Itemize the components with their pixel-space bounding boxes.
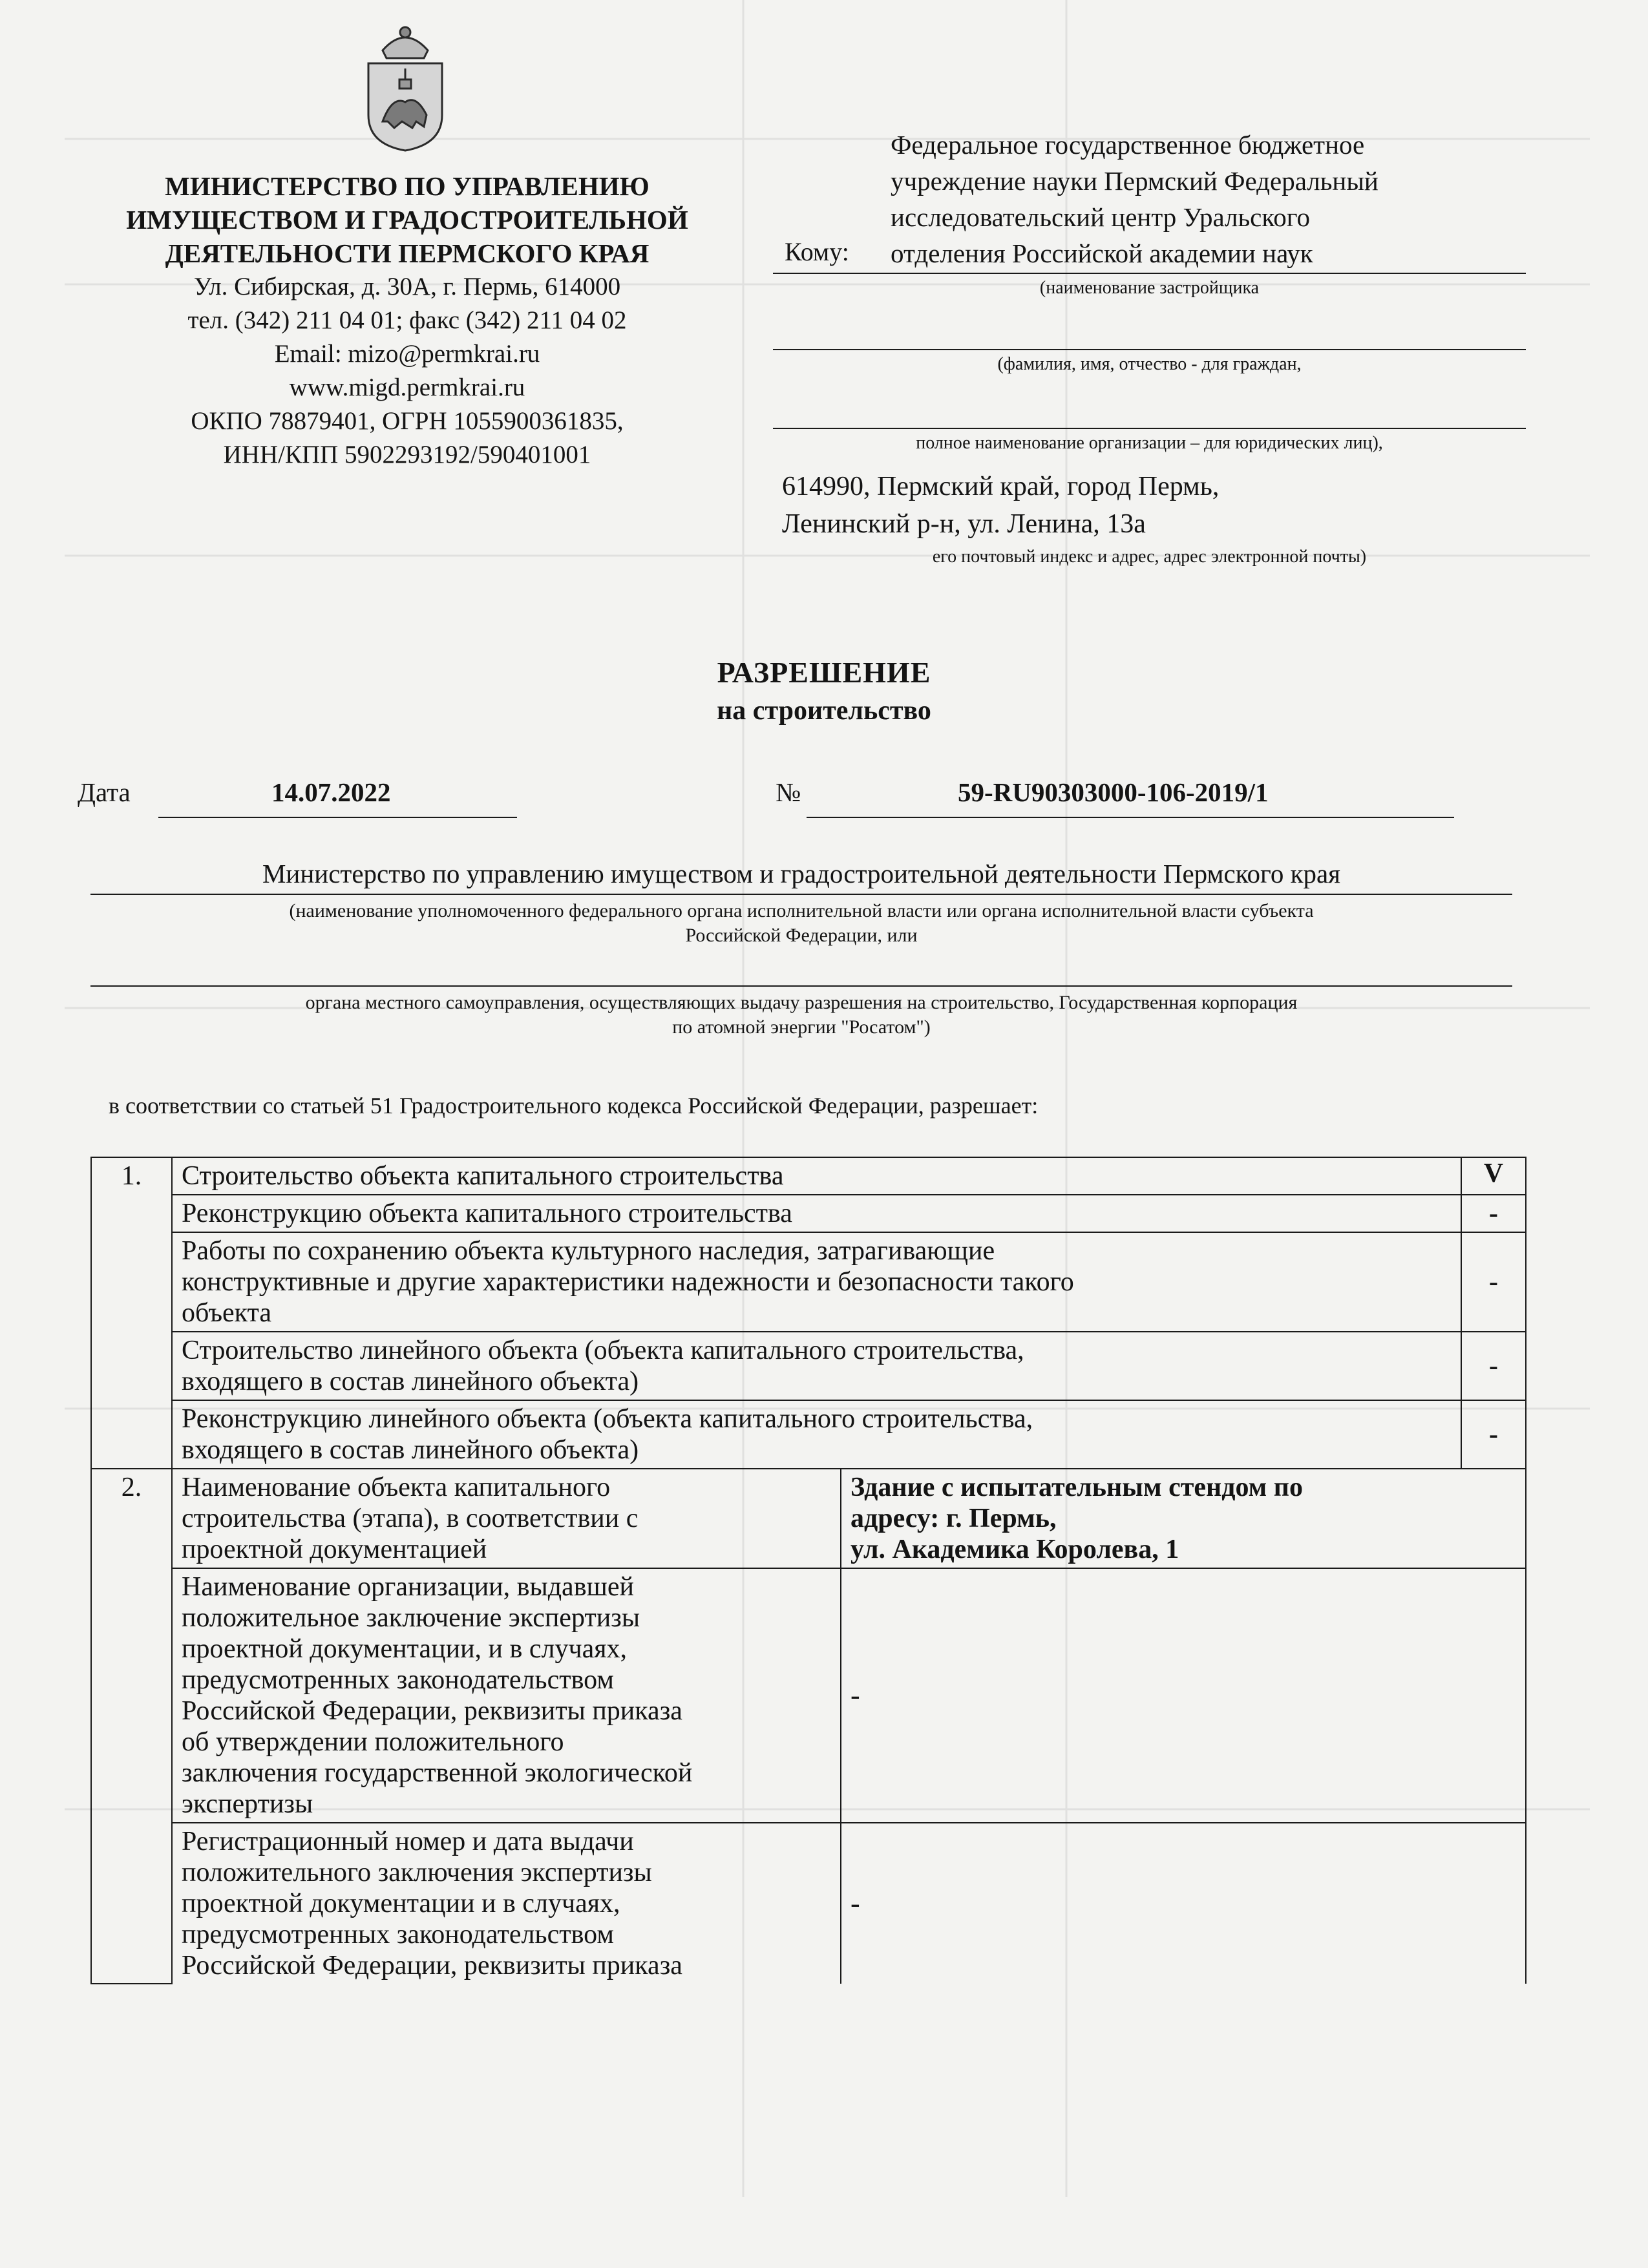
table-row (91, 1823, 1526, 1984)
address-line: 614990, Пермский край, город Пермь, (782, 472, 1220, 501)
option-mark: - (1461, 1195, 1526, 1232)
ministry-address: Ул. Сибирская, д. 30А, г. Пермь, 614000 (193, 273, 621, 300)
title-main: РАЗРЕШЕНИЕ (717, 656, 931, 689)
cell-line: адресу: г. Пермь, (850, 1504, 1057, 1533)
option-new-construction: Строительство объекта капитального строительства (172, 1157, 1461, 1195)
cell-line: входящего в состав линейного объекта) (182, 1435, 639, 1465)
ministry-okpo: ОКПО 78879401, ОГРН 1055900361835, (191, 407, 624, 435)
cell-line: Строительство линейного объекта (объекта капитального строительства, (182, 1336, 1024, 1365)
section-number: 2. (91, 1469, 172, 1984)
blank-line (90, 948, 1512, 983)
address-line: Ленинский р-н, ул. Ленина, 13а (782, 509, 1146, 539)
section-number: 1. (91, 1157, 172, 1469)
hint-developer-name: (наименование застройщика (1039, 278, 1260, 298)
table-row (91, 1332, 1526, 1400)
field-expertise-registration-label (172, 1823, 841, 1984)
cell-line: положительное заключение экспертизы (182, 1603, 640, 1633)
ministry-header (65, 169, 750, 472)
cell-line: Регистрационный номер и дата выдачи (182, 1827, 634, 1856)
field-expertise-org-value: - (841, 1568, 1526, 1823)
permit-table (90, 1157, 1527, 1984)
authority-caption: Российской Федерации, или (685, 925, 918, 946)
hint-postal-address: его почтовый индекс и адрес, адрес электронной почты) (932, 547, 1367, 567)
authority-caption: органа местного самоуправления, осуществляющих выдачу разрешения на строительство, Государственная корпорация (305, 992, 1298, 1013)
cell-line: Наименование объекта капитального (182, 1473, 611, 1502)
ministry-name-line: ДЕЯТЕЛЬНОСТИ ПЕРМСКОГО КРАЯ (165, 238, 650, 268)
cell-line: ул. Академика Королева, 1 (850, 1535, 1179, 1564)
option-mark-selected: V (1461, 1157, 1526, 1195)
option-mark: - (1461, 1232, 1526, 1332)
cell-line: предусмотренных законодательством (182, 1665, 614, 1695)
table-row (91, 1157, 1526, 1195)
hint-organization-name: полное наименование организации – для юридических лиц), (916, 433, 1383, 453)
option-reconstruction: Реконструкцию объекта капитального строительства (172, 1195, 1461, 1232)
addressee-name-line: учреждение науки Пермский Федеральный (891, 166, 1379, 196)
cell-line: заключения государственной экологической (182, 1758, 693, 1788)
date-value: 14.07.2022 (271, 777, 391, 807)
cell-line: Российской Федерации, реквизиты приказа (182, 1951, 682, 1980)
date-number-row (0, 772, 1648, 823)
date-underline (158, 817, 517, 818)
table-row (91, 1232, 1526, 1332)
legal-basis-text: в соответствии со статьей 51 Градостроительного кодекса Российской Федерации, разрешает: (109, 1093, 1039, 1118)
cell-line: проектной документации, и в случаях, (182, 1634, 628, 1664)
ministry-name-line: МИНИСТЕРСТВО ПО УПРАВЛЕНИЮ (165, 171, 650, 201)
cell-line: объекта (182, 1298, 272, 1328)
table-row (91, 1400, 1526, 1469)
field-expertise-org-label (172, 1568, 841, 1823)
cell-line: Реконструкцию линейного объекта (объекта капитального строительства, (182, 1404, 1033, 1434)
field-object-name-value (841, 1469, 1526, 1568)
cell-line: проектной документации и в случаях, (182, 1889, 620, 1918)
underline (773, 349, 1526, 350)
cell-line: Наименование организации, выдавшей (182, 1572, 634, 1602)
addressee-name (891, 127, 1537, 271)
ministry-phone: тел. (342) 211 04 01; факс (342) 211 04 02 (187, 306, 627, 334)
cell-line: проектной документацией (182, 1535, 487, 1564)
perm-krai-coat-of-arms-icon (357, 18, 454, 154)
underline (773, 273, 1526, 274)
ministry-email: Email: mizo@permkrai.ru (274, 340, 540, 368)
addressee-address (782, 468, 1219, 543)
title-sub: на строительство (717, 696, 931, 726)
authority-caption: по атомной энергии "Росатом") (672, 1016, 931, 1038)
number-label: № (776, 777, 801, 807)
underline (90, 985, 1512, 987)
field-object-name-label (172, 1469, 841, 1568)
table-row (91, 1195, 1526, 1232)
cell-line: Работы по сохранению объекта культурного наследия, затрагивающие (182, 1236, 995, 1266)
ministry-inn: ИНН/КПП 5902293192/590401001 (223, 441, 591, 468)
underline (90, 894, 1512, 895)
authority-caption: (наименование уполномоченного федерального органа исполнительной власти или органа исполнительной власти субъекта (289, 900, 1314, 921)
date-label: Дата (78, 777, 131, 807)
ministry-name-line: ИМУЩЕСТВОМ И ГРАДОСТРОИТЕЛЬНОЙ (126, 205, 688, 235)
option-heritage-works (172, 1232, 1461, 1332)
addressee-name-line: отделения Российской академии наук (891, 238, 1313, 268)
option-mark: - (1461, 1400, 1526, 1469)
option-mark: - (1461, 1332, 1526, 1400)
addressee-name-line: исследовательский центр Уральского (891, 202, 1311, 232)
cell-line: входящего в состав линейного объекта) (182, 1367, 639, 1396)
number-underline (807, 817, 1454, 818)
to-label: Кому: (785, 237, 849, 266)
permit-number: 59-RU90303000-106-2019/1 (958, 777, 1269, 807)
underline (773, 428, 1526, 429)
document-title (0, 653, 1648, 729)
field-expertise-registration-value: - (841, 1823, 1526, 1984)
cell-line: положительного заключения экспертизы (182, 1858, 652, 1887)
hint-citizen-name: (фамилия, имя, отчество - для граждан, (997, 354, 1302, 374)
option-linear-construction (172, 1332, 1461, 1400)
cell-line: Здание с испытательным стендом по (850, 1473, 1303, 1502)
cell-line: об утверждении положительного (182, 1727, 564, 1757)
issuing-authority (90, 856, 1512, 1040)
cell-line: экспертизы (182, 1789, 313, 1819)
option-linear-reconstruction (172, 1400, 1461, 1469)
ministry-website: www.migd.permkrai.ru (289, 373, 525, 401)
cell-line: Российской Федерации, реквизиты приказа (182, 1696, 682, 1726)
addressee-name-line: Федеральное государственное бюджетное (891, 130, 1365, 160)
table-row (91, 1568, 1526, 1823)
cell-line: строительства (этапа), в соответствии с (182, 1504, 639, 1533)
table-row (91, 1469, 1526, 1568)
authority-name: Министерство по управлению имуществом и градостроительной деятельности Пермского края (262, 859, 1341, 888)
cell-line: предусмотренных законодательством (182, 1920, 614, 1949)
cell-line: конструктивные и другие характеристики надежности и безопасности такого (182, 1267, 1074, 1297)
